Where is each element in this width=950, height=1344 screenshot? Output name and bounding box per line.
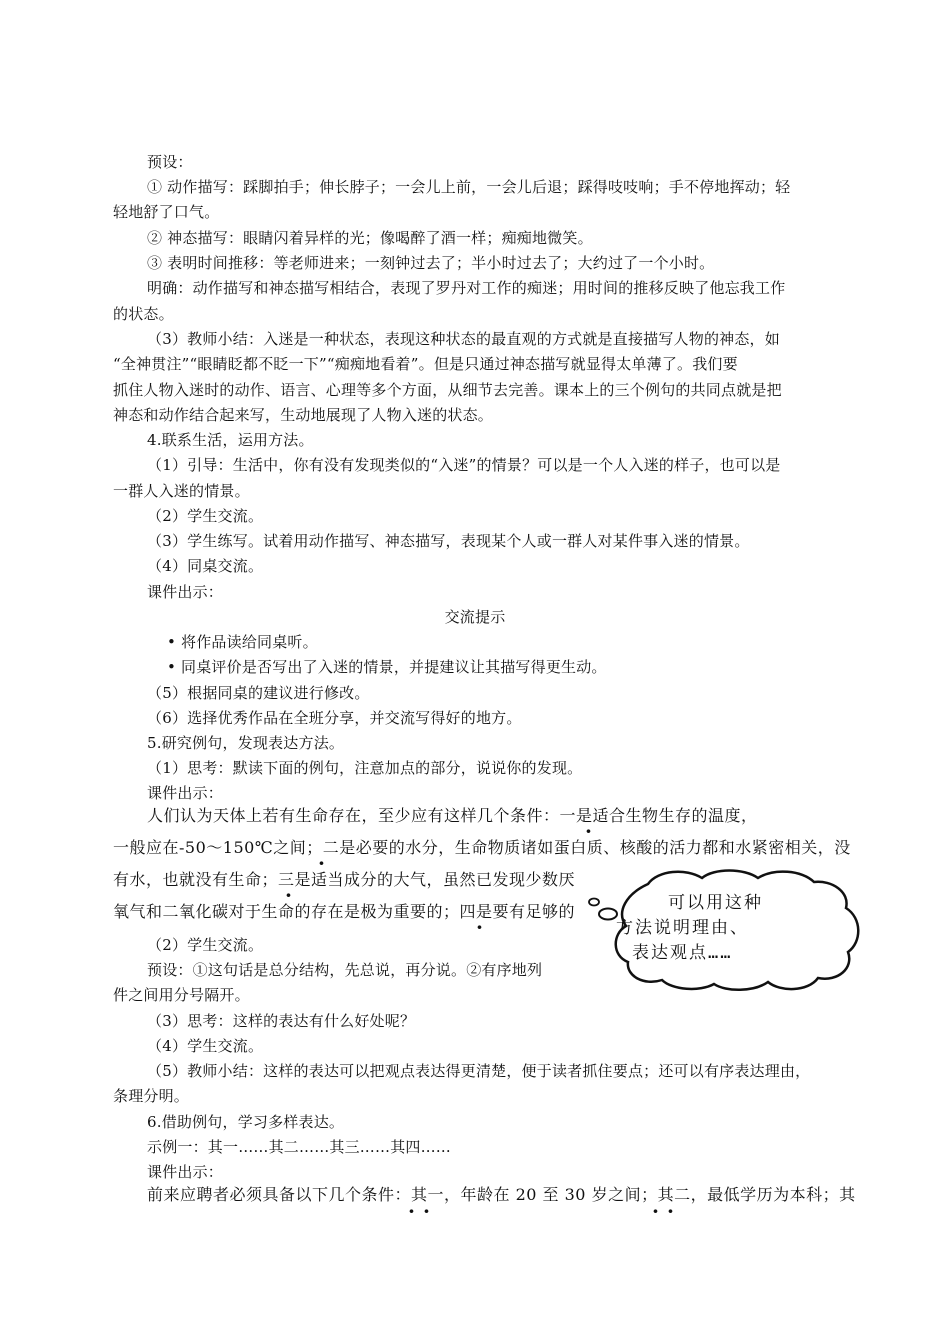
text-line: ② 神态描写：眼睛闪着异样的光；像喝醉了酒一样；痴痴地微笑。 bbox=[147, 229, 593, 247]
text-line: 课件出示： bbox=[147, 583, 224, 601]
text-line: 预设：①这句话是总分结构，先总说，再分说。②有序地列 bbox=[147, 961, 543, 979]
text-line: （1）引导：生活中，你有没有发现类似的“入迷”的情景？可以是一个人入迷的样子，也可以是 bbox=[147, 456, 781, 474]
emphasis-dot: · bbox=[667, 1199, 674, 1223]
text-line: （3）教师小结：入迷是一种状态，表现这种状态的最直观的方式就是直接描写人物的神态，如 bbox=[147, 330, 780, 348]
text-line: （5）教师小结：这样的表达可以把观点表达得更清楚，便于读者抓住要点；还可以有序表达理由， bbox=[147, 1062, 811, 1080]
bubble-text-line: 表达观点…… bbox=[632, 943, 733, 963]
text-line: 条理分明。 bbox=[113, 1087, 190, 1105]
text-line: 轻地舒了口气。 bbox=[113, 203, 220, 221]
text-line: 课件出示： bbox=[147, 1163, 224, 1181]
text-line: 神态和动作结合起来写，生动地展现了人物入迷的状态。 bbox=[113, 406, 494, 424]
text-line: （2）学生交流。 bbox=[147, 936, 264, 954]
section-heading: 6.借助例句，学习多样表达。 bbox=[147, 1113, 345, 1131]
text-line: （4）同桌交流。 bbox=[147, 557, 264, 575]
text-line: ① 动作描写：踩脚拍手；伸长脖子；一会儿上前，一会儿后退；踩得吱吱响；手不停地挥动；轻 bbox=[147, 178, 791, 196]
bullet-item: • 将作品读给同桌听。 bbox=[167, 633, 318, 651]
text-line: 一群人入迷的情景。 bbox=[113, 482, 250, 500]
example-line: 前来应聘者必须具备以下几个条件：其一，年龄在 20 至 30 岁之间；其二，最低学历为本科；其 bbox=[147, 1185, 856, 1204]
emphasis-dot: · bbox=[585, 819, 592, 843]
bubble-tail-dot bbox=[589, 899, 599, 906]
emphasis-dot: · bbox=[408, 1199, 415, 1223]
text-line: 件之间用分号隔开。 bbox=[113, 986, 250, 1004]
bullet-item: • 同桌评价是否写出了入迷的情景，并提建议让其描写得更生动。 bbox=[167, 658, 607, 676]
emphasis-dot: · bbox=[476, 915, 483, 939]
bubble-text-line: 可以用这种 bbox=[668, 893, 763, 913]
bubble-tail-dot bbox=[599, 909, 617, 920]
text-line: 抓住人物入迷时的动作、语言、心理等多个方面，从细节去完善。课本上的三个例句的共同点就是把 bbox=[113, 381, 782, 399]
text-line: “全神贯注”“眼睛眨都不眨一下”“痴痴地看着”。但是只通过神态描写就显得太单薄了。我们要 bbox=[113, 355, 738, 373]
text-line: ③ 表明时间推移：等老师进来；一刻钟过去了；半小时过去了；大约过了一个小时。 bbox=[147, 254, 715, 272]
text-line: 的状态。 bbox=[113, 305, 174, 323]
text-line: （4）学生交流。 bbox=[147, 1037, 264, 1055]
example-line: 人们认为天体上若有生命存在，至少应有这样几个条件：一是适合生物生存的温度， bbox=[147, 806, 758, 825]
text-line: 课件出示： bbox=[147, 784, 224, 802]
emphasis-dot: · bbox=[285, 883, 292, 907]
text-line: （1）思考：默读下面的例句，注意加点的部分，说说你的发现。 bbox=[147, 759, 583, 777]
example-line: 一般应在-50～150℃之间；二是必要的水分，生命物质诸如蛋白质、核酸的活力都和水紧密相关，没 bbox=[113, 838, 851, 857]
box-title: 交流提示 bbox=[444, 608, 506, 626]
text-line: 明确：动作描写和神态描写相结合，表现了罗丹对工作的痴迷；用时间的推移反映了他忘我工作 bbox=[147, 279, 786, 297]
text-line: （5）根据同桌的建议进行修改。 bbox=[147, 684, 370, 702]
text-line: （6）选择优秀作品在全班分享，并交流写得好的地方。 bbox=[147, 709, 522, 727]
section-heading: 4.联系生活，运用方法。 bbox=[147, 431, 314, 449]
text-line: （2）学生交流。 bbox=[147, 507, 264, 525]
text-line: 示例一：其一……其二……其三……其四…… bbox=[147, 1138, 452, 1156]
emphasis-dot: · bbox=[318, 851, 325, 875]
text-line: 预设： bbox=[147, 153, 193, 171]
text-line: （3）思考：这样的表达有什么好处呢？ bbox=[147, 1012, 416, 1030]
emphasis-dot: · bbox=[652, 1199, 659, 1223]
text-line: （3）学生练写。试着用动作描写、神态描写，表现某个人或一群人对某件事入迷的情景。 bbox=[147, 532, 750, 550]
example-line: 氧气和二氧化碳对于生命的存在是极为重要的；四是要有足够的 bbox=[113, 902, 576, 921]
emphasis-dot: · bbox=[423, 1199, 430, 1223]
bubble-text-line: 方法说明理由、 bbox=[616, 918, 749, 938]
section-heading: 5.研究例句，发现表达方法。 bbox=[147, 734, 345, 752]
example-line: 有水，也就没有生命；三是适当成分的大气，虽然已发现少数厌 bbox=[113, 870, 576, 889]
